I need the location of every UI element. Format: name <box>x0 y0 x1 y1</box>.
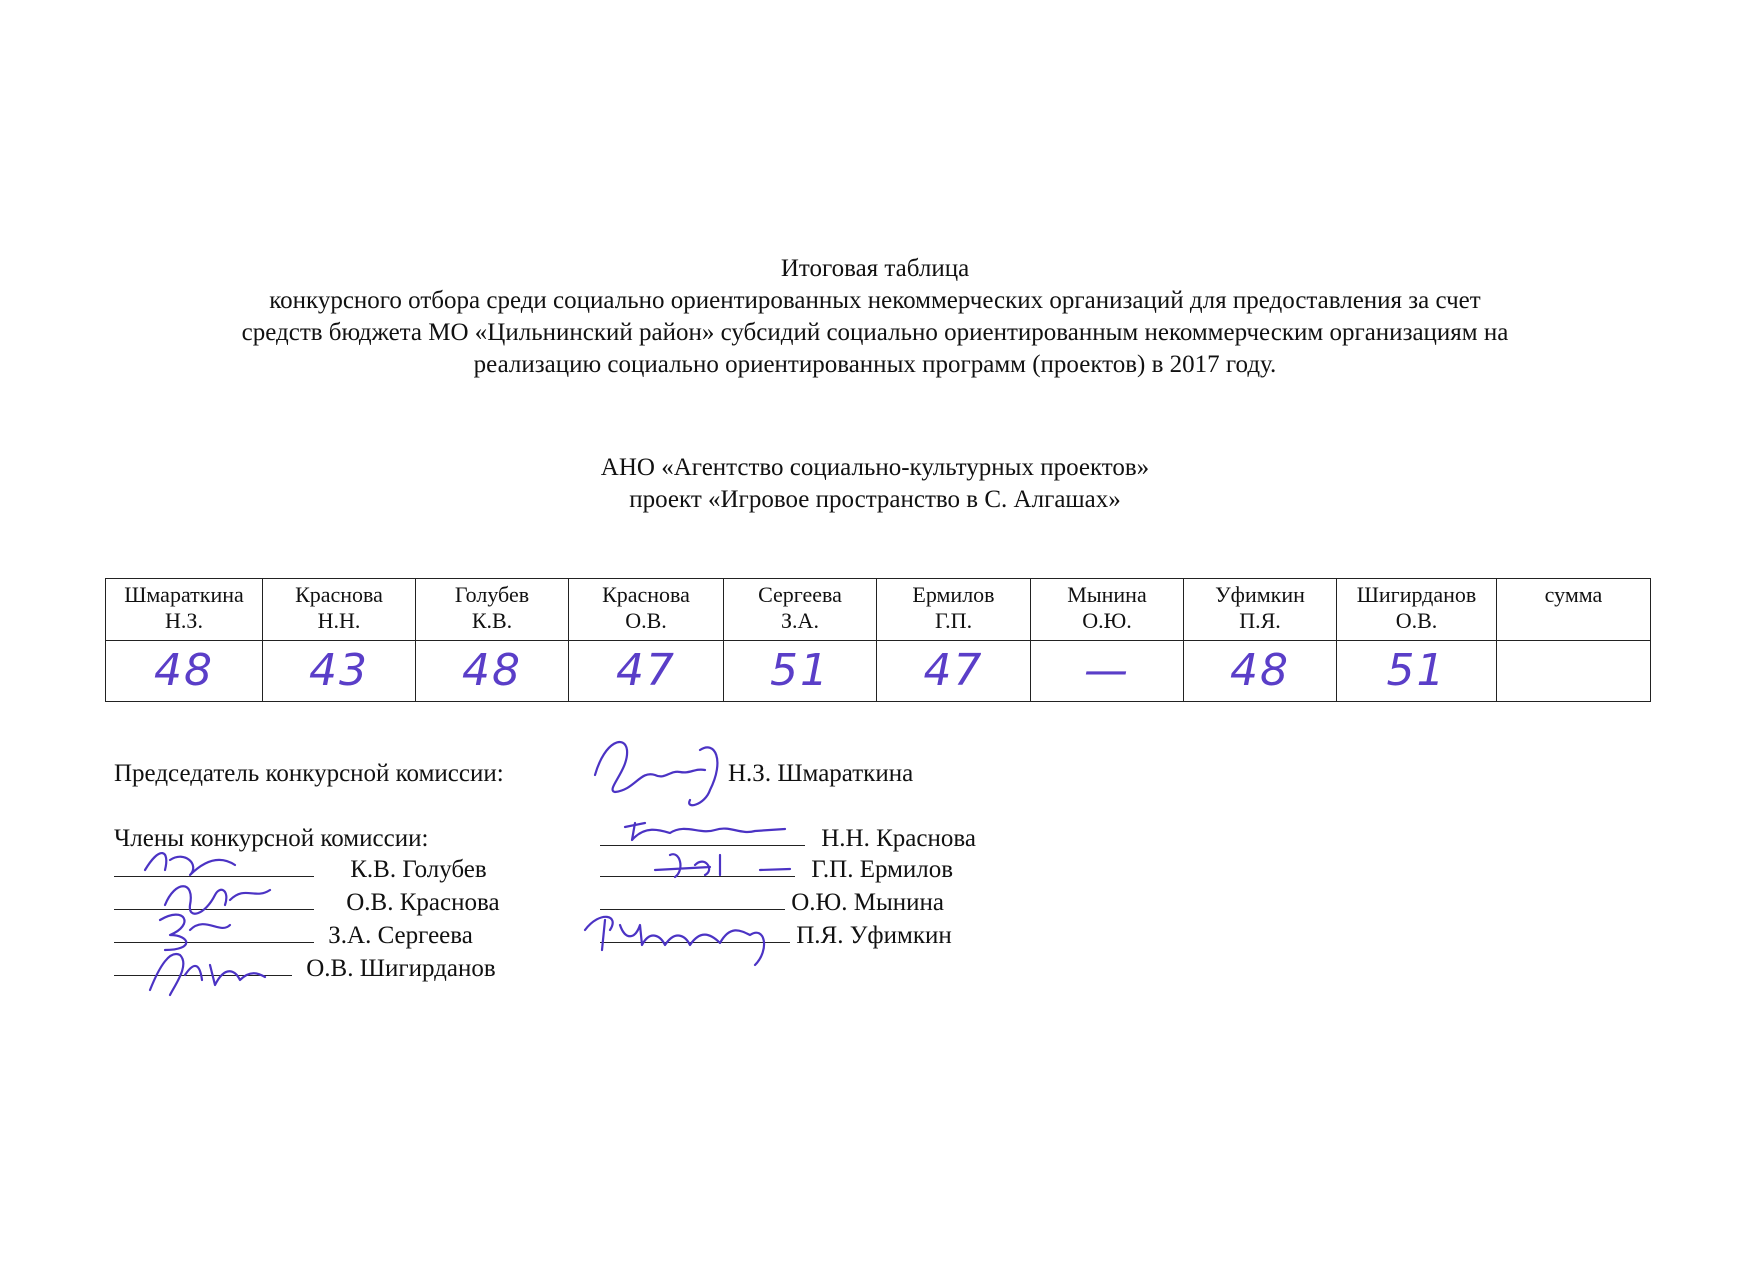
score-cell <box>569 641 724 702</box>
header-initials: О.Ю. <box>1082 608 1132 633</box>
header-surname: Шигирданов <box>1356 582 1477 607</box>
member-line <box>600 922 952 950</box>
header-surname: Краснова <box>295 582 383 607</box>
member-line <box>600 825 976 853</box>
header-initials: О.В. <box>625 608 667 633</box>
member-line <box>600 856 953 884</box>
header-cell <box>1031 579 1184 641</box>
member-name: З.А. Сергеева <box>328 922 473 949</box>
header-surname: Шмараткина <box>124 582 244 607</box>
signature-line <box>114 889 314 910</box>
score-cell <box>263 641 416 702</box>
signature-line <box>600 889 785 910</box>
handwritten-score: 48 <box>154 645 214 696</box>
chairman-signature <box>585 730 735 815</box>
handwritten-score: 48 <box>1230 645 1290 696</box>
project-name: проект «Игровое пространство в С. Алгашах» <box>629 486 1121 513</box>
header-cell <box>106 579 263 641</box>
header-cell <box>724 579 877 641</box>
handwritten-score: 47 <box>923 645 984 696</box>
member-name: Н.Н. Краснова <box>821 825 976 852</box>
signature-line <box>114 856 314 877</box>
handwritten-score: 51 <box>770 645 830 696</box>
chairman-name: Н.З. Шмараткина <box>728 760 914 787</box>
member-line <box>114 889 500 917</box>
chairman-label: Председатель конкурсной комиссии: <box>114 760 504 787</box>
score-cell <box>1184 641 1337 702</box>
header-initials: З.А. <box>781 608 819 633</box>
header-sum-label: сумма <box>1544 582 1603 607</box>
handwritten-score: 51 <box>1386 645 1447 696</box>
member-line <box>114 922 473 950</box>
header-surname: Ермилов <box>912 582 995 607</box>
signature-line <box>600 922 790 943</box>
score-cell <box>724 641 877 702</box>
header-cell <box>569 579 724 641</box>
score-cell <box>877 641 1031 702</box>
header-initials: Н.Н. <box>317 608 361 633</box>
sum-cell <box>1497 641 1651 702</box>
header-surname: Уфимкин <box>1215 582 1305 607</box>
title-line-3: средств бюджета МО «Цильнинский район» субсидий социально ориентированным некоммерческим организациям на <box>241 319 1509 346</box>
header-surname: Голубев <box>454 582 530 607</box>
header-surname: Сергеева <box>758 582 842 607</box>
organization-block <box>100 452 1650 516</box>
scores-table <box>105 578 1651 702</box>
member-name: О.В. Шигирданов <box>306 955 496 982</box>
header-initials: Н.З. <box>165 608 203 633</box>
header-initials: Г.П. <box>934 608 973 633</box>
signature-line <box>600 856 795 877</box>
header-cell-sum <box>1497 579 1651 641</box>
header-initials: К.В. <box>471 608 513 633</box>
header-cell <box>263 579 416 641</box>
header-surname: Мынина <box>1067 582 1147 607</box>
handwritten-score: 47 <box>616 645 676 696</box>
member-name: О.Ю. Мынина <box>791 889 945 916</box>
member-line <box>114 955 496 983</box>
title-line-2: конкурсного отбора среди социально ориентированных некоммерческих организаций для предоставления за счет <box>269 287 1481 314</box>
organization-name: АНО «Агентство социально-культурных проектов» <box>600 454 1150 481</box>
header-initials: О.В. <box>1395 608 1438 633</box>
handwritten-score: 48 <box>462 645 522 696</box>
score-cell <box>1337 641 1497 702</box>
member-line <box>114 856 487 884</box>
header-cell <box>416 579 569 641</box>
header-cell <box>1184 579 1337 641</box>
score-cell <box>106 641 263 702</box>
signature-line <box>114 922 314 943</box>
header-cell <box>1337 579 1497 641</box>
table-values-row <box>106 641 1651 702</box>
header-surname: Краснова <box>602 582 690 607</box>
title-line-1: Итоговая таблица <box>780 255 970 282</box>
signature-line <box>600 825 805 846</box>
member-name: О.В. Краснова <box>346 889 500 916</box>
table-header-row <box>106 579 1651 641</box>
title-line-4: реализацию социально ориентированных программ (проектов) в 2017 году. <box>473 351 1277 378</box>
handwritten-score: 43 <box>309 645 369 696</box>
member-name: Г.П. Ермилов <box>811 856 954 883</box>
header-initials: П.Я. <box>1239 608 1281 633</box>
document-title <box>100 253 1650 381</box>
signature-line <box>114 955 292 976</box>
member-name: К.В. Голубев <box>350 856 487 883</box>
members-label: Члены конкурсной комиссии: <box>114 825 429 852</box>
handwritten-dash: — <box>1084 645 1130 696</box>
score-cell <box>416 641 569 702</box>
member-line <box>600 889 944 917</box>
score-cell <box>1031 641 1184 702</box>
header-cell <box>877 579 1031 641</box>
member-name: П.Я. Уфимкин <box>796 922 952 949</box>
